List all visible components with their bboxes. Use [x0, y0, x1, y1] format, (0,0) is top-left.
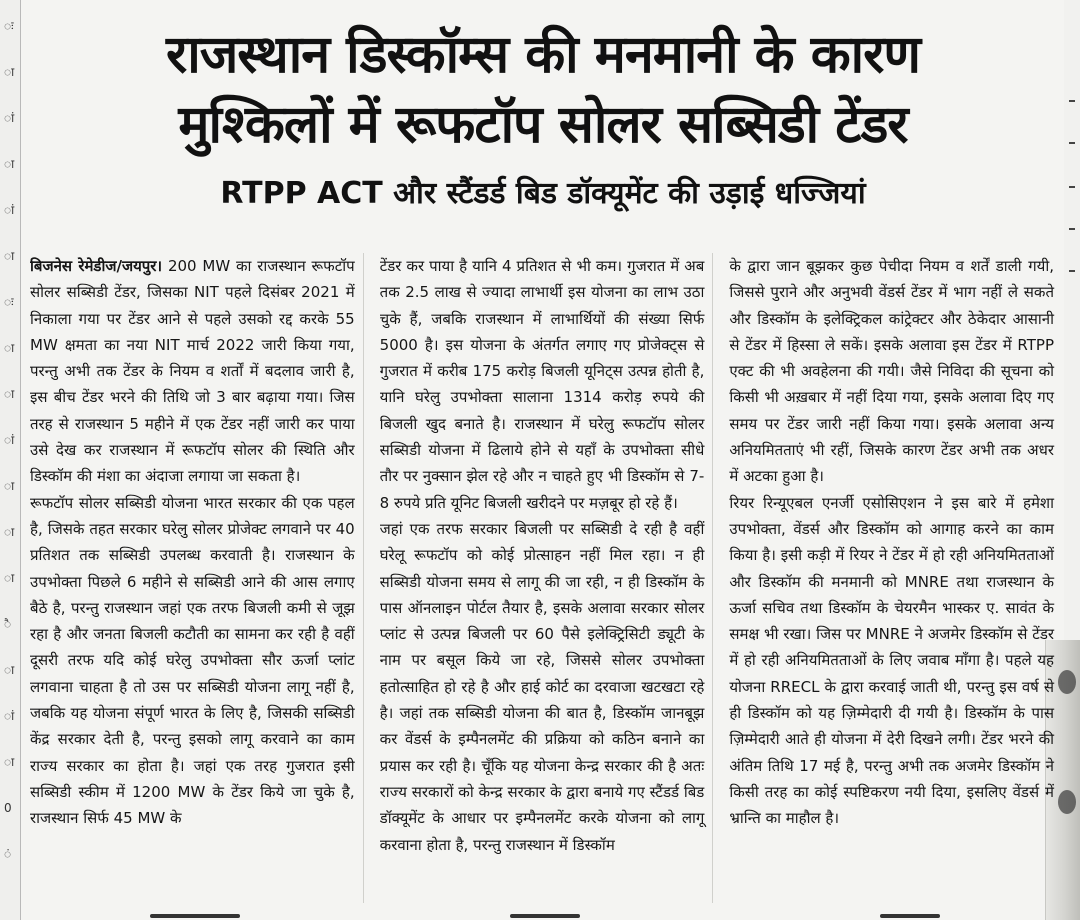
edge-glyph: ा — [4, 65, 15, 79]
edge-glyph: ां — [4, 111, 15, 125]
edge-glyph: ा — [4, 157, 15, 171]
paragraph: जहां एक तरफ सरकार बिजली पर सब्सिडी दे रही है वहीं घरेलू रूफटॉप को कोई प्रोत्साहन नहीं मिल रहा। न ही सब्सिडी योजना समय से लागू की जा रही, न ही डिस्कॉम के पास ऑनलाइन पोर्टल तैयार है, इसके अलावा सरकार सोलर प्लांट से उत्पन्न बिजली पर 60 पैसे इलेक्ट्रिसिटी ड्यूटी के नाम पर बसूल किये जा रहे, जिससे सोलर उपभोक्ता हतोत्साहित हो रहे है और हाई कोर्ट का दरवाजा खटखटा रहे है। जहां तक सब्सिडी योजना की बात है, डिस्कॉम जानबूझ कर वेंडर्स के इम्पैनलमेंट की प्रक्रिया को कठिन बनाने का प्रयास कर रही है। चूँकि यह योजना केन्द्र सरकार की है अतः राज्य सरकारों को केन्द्र सरकार के द्वारा बनाये गए स्टैंडर्ड बिड डॉक्यूमेंट के आधार पर इम्पैनलमेंट करके योजना को लागू करवाना होता है, परन्तु राजस्थान में डिस्कॉम — [379, 519, 705, 854]
next-article-top-fragment — [40, 910, 1040, 920]
adjacent-column-fragment — [0, 0, 21, 920]
edge-glyph: ा — [4, 755, 15, 769]
edge-glyph: ा — [4, 479, 15, 493]
edge-glyph: ा — [4, 341, 15, 355]
edge-glyph: ां — [4, 203, 15, 217]
headline-line-1: राजस्थान डिस्कॉम्स की मनमानी के कारण — [165, 25, 920, 85]
column-2 — [380, 253, 714, 903]
paragraph: के द्वारा जान बूझकर कुछ पेचीदा नियम व शर्तें डाली गयी, जिससे पुराने और अनुभवी वेंडर्स टेंडर में भाग नहीं ले सकते और डिस्कॉम के इलेक्ट्रिकल कांट्रेक्टर और ठेकेदार आसानी से टेंडर में हिस्सा ले सकें। इसके अलावा इस टेंडर में RTPP एक्ट की भी अवहेलना की गयी। जैसे निविदा की सूचना को किसी भी अख़बार में नहीं दिया गया, इसके अलावा दिए गए समय पर टेंडर जारी नहीं किया गया। इसके अलावा अन्य अनियमितताएं भी रहीं, जिसके कारण टेंडर अभी तक अधर में अटका हुआ है। — [729, 257, 1055, 486]
paragraph-text: 200 MW का राजस्थान रूफटॉप सोलर सब्सिडी टेंडर, जिसका NIT पहले दिसंबर 2021 में निकाला गया पर टेंडर आने से पहले उसको रद्द करके 55 MW क्षमता का नया NIT मार्च 2022 जारी किया गया, परन्तु अभी तक टेंडर के नियम व शर्तों में बदलाव जारी है, इस बीच टेंडर भरने की तिथि जो 3 बार बढ़ाया गया। जिस तरह से राजस्थान 5 महीने में एक टेंडर नहीं जारी कर पाया उसे देख कर राजस्थान में रूफटॉप सोलर की स्थिति और डिस्कॉम की मंशा का अंदाजा लगाया जा सकता है। — [30, 257, 355, 486]
column-3 — [729, 253, 1062, 903]
edge-glyph: 0 — [4, 801, 12, 815]
edge-glyph: ः — [4, 295, 14, 309]
byline: बिजनेस रेमेडीज/जयपुर। — [30, 257, 163, 275]
edge-glyph: ा — [4, 249, 15, 263]
edge-glyph: ां — [4, 709, 15, 723]
edge-glyph: ं — [4, 847, 12, 861]
headline-line-2: मुश्किलों में रूफटॉप सोलर सब्सिडी टेंडर — [178, 95, 908, 155]
edge-glyph: ा — [4, 525, 15, 539]
paragraph: रूफटॉप सोलर सब्सिडी योजना भारत सरकार की एक पहल है, जिसके तहत सरकार घरेलु सोलर प्रोजेक्ट लगवाने पर 40 प्रतिशत तक सब्सिडी उपलब्ध करवाती है। राजस्थान के उपभोक्ता पिछले 6 महीने से सब्सिडी आने की आस लगाए बैठे है, परन्तु राजस्थान जहां एक तरफ बिजली कमी से जूझ रहा है और जनता बिजली कटौती का सामना कर रही है वहीं दूसरी तरफ यदि कोई घरेलु उपभोक्ता सौर ऊर्जा प्लांट लगवाना चाहता है तो उस पर सब्सिडी योजना लागू नहीं है, जबकि यह योजना संपूर्ण भारत के लिए है, जिसकी सब्सिडी केंद्र सरकार देती है, परन्तु इसको लागू करवाने का काम राज्य सरकार का होता है। जहां एक तरह गुजरात इसी सब्सिडी स्कीम में 1200 MW के टेंडर किये जा चुके है, राजस्थान सिर्फ 45 MW के — [30, 493, 355, 828]
edge-glyph: ां — [4, 433, 15, 447]
subheadline: RTPP ACT और स्टैंडर्ड बिड डॉक्यूमेंट की उड़ाई धज्जियां — [220, 176, 866, 211]
article-body — [30, 253, 1062, 903]
paragraph — [30, 253, 355, 490]
edge-glyph: ः — [4, 19, 14, 33]
edge-glyph: ा — [4, 663, 15, 677]
headline — [22, 20, 1064, 160]
paragraph: टेंडर कर पाया है यानि 4 प्रतिशत से भी कम। गुजरात में अब तक 2.5 लाख से ज्यादा लाभार्थी इस योजना का लाभ उठा चुके हैं, जबकि राजस्थान में लाभार्थियों की संख्या सिर्फ 5000 है। इस योजना के अंतर्गत लगाए गए प्रोजेक्ट्स से गुजरात में करीब 175 करोड़ बिजली यूनिट्स उत्पन्न होती है, यानि घरेलु उपभोक्ता सालाना 1314 करोड़ रुपये की बिजली खुद बनाते है। राजस्थान में घरेलु रूफटॉप सोलर सब्सिडी योजना में ढिलाये होने से यहाँ के उपभोक्ता सीधे तौर पर नुक्सान झेल रहे और न चाहते हुए भी डिस्कॉम से 7-8 रुपये प्रति यूनिट बिजली खरीदने पर मज़बूर हो रहे हैं। — [379, 257, 705, 512]
edge-glyph: ै — [4, 617, 12, 631]
paragraph: रियर रिन्यूएबल एनर्जी एसोसिएशन ने इस बारे में हमेशा उपभोक्ता, वेंडर्स और डिस्कॉम को आगाह करने का काम किया है। इसी कड़ी में रियर ने टेंडर में हो रही अनियमितताओं और डिस्कॉम की मनमानी को MNRE तथा राजस्थान के ऊर्जा सचिव तथा डिस्कॉम के चेयरमैन भास्कर ए. सावंत के समक्ष भी रखा। जिस पर MNRE ने अजमेर डिस्कॉम से टेंडर में हो रही अनियमितताओं के लिए जवाब माँगा है। पहले यह योजना RRECL के द्वारा करवाई जाती थी, परन्तु इस वर्ष से ही डिस्कॉम को यह ज़िम्मेदारी दी गयी है। डिस्कॉम के पास ज़िम्मेदारी आते ही योजना में देरी दिखने लगी। टेंडर भरने की अंतिम तिथि 17 मई है, परन्तु अभी तक अजमेर डिस्कॉम ने किसी तरह का कोई स्पष्टिकरण नयी दिया, इसलिए वेंडर्स में भ्रान्ति का माहौल है। — [729, 493, 1055, 828]
edge-glyph: ा — [4, 571, 15, 585]
column-1 — [30, 253, 364, 903]
edge-glyph: ा — [4, 387, 15, 401]
article-header — [22, 20, 1064, 212]
